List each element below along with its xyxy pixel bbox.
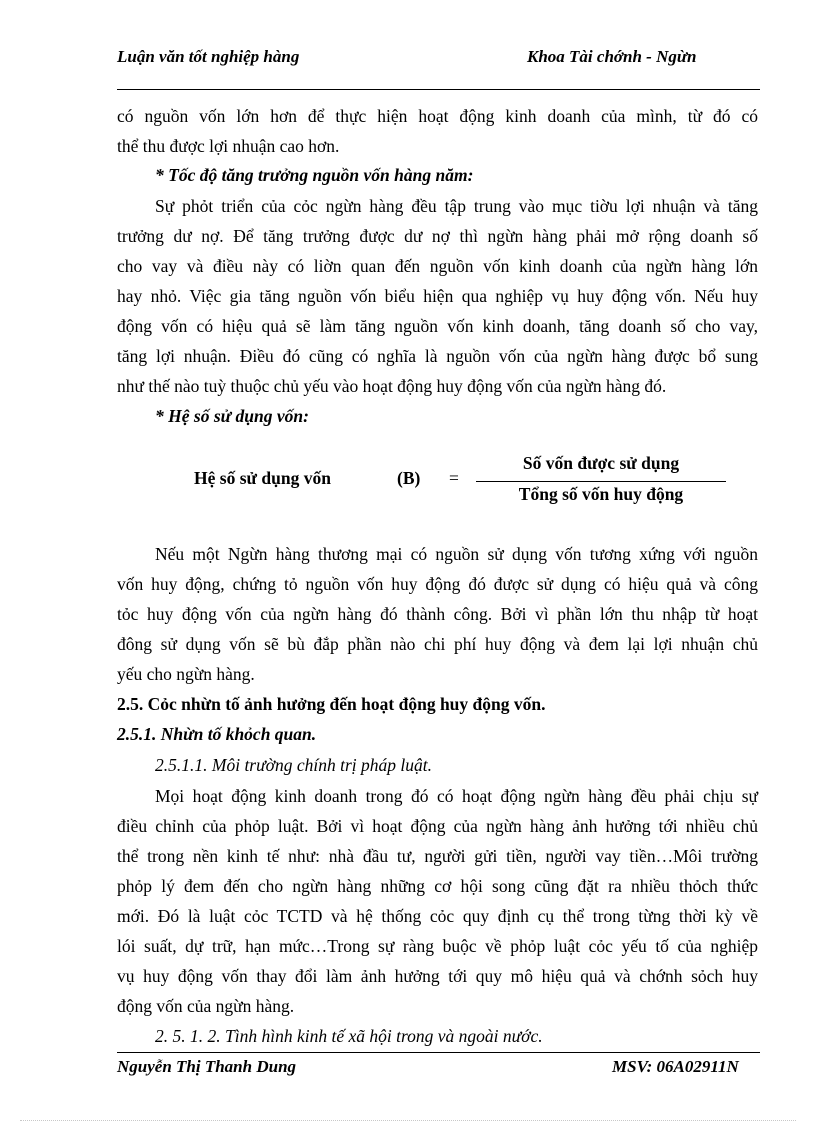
subheading-coefficient: * Hệ số sử dụng vốn: [155,406,309,426]
formula-equals: = [449,468,459,488]
formula-numerator: Số vốn được sử dụng [522,453,680,473]
body-line: Sự phỏt triển của cỏc ngừn hàng đều tập trung vào mục tiờu lợi nhuận và tăng [155,196,758,216]
body-line: lói suất, dự trữ, hạn mức…Trong sự ràng buộc về phỏp luật cỏc yếu tố của nghiệp [117,936,758,956]
body-line: tỏc huy động vốn của ngừn hàng đó thành công. Bởi vì phần lớn thu nhập từ hoạt [117,604,758,624]
body-line: thể trong nền kinh tế như: nhà đầu tư, người gửi tiền, người vay tiền…Môi trường [117,846,758,866]
body-line: điều chỉnh của phỏp luật. Bởi vì hoạt động của ngừn hàng ảnh hưởng tới nhiều chủ [117,816,758,836]
page-break-dotted-line [20,1120,796,1121]
section-heading-2-5-1: 2.5.1. Nhừn tố khỏch quan. [117,724,317,744]
body-line: yếu cho ngừn hàng. [117,664,255,684]
body-line: vốn huy động, chứng tỏ nguồn vốn huy động đó được sử dụng có hiệu quả và công [117,574,758,594]
footer-author: Nguyễn Thị Thanh Dung [117,1057,297,1076]
body-line: động vốn của ngừn hàng. [117,996,295,1016]
section-heading-2-5: 2.5. Cỏc nhừn tố ảnh hưởng đến hoạt động huy động vốn. [117,694,546,714]
fraction-bar [476,481,726,482]
body-line: phỏp lý đem đến cho ngừn hàng những cơ hội song cũng đặt ra nhiều thỏch thức [117,876,758,896]
body-line: động vốn có hiệu quả sẽ làm tăng nguồn vốn kinh doanh, tăng doanh số cho vay, [117,316,758,336]
section-heading-2-5-1-1: 2.5.1.1. Môi trường chính trị pháp luật. [155,755,433,775]
formula-denominator: Tổng số vốn huy động [518,484,684,504]
header-left-title: Luận văn tốt nghiệp hàng [117,47,300,66]
body-line: hay nhỏ. Việc gia tăng nguồn vốn biểu hiện qua nghiệp vụ huy động vốn. Nếu huy [117,286,758,306]
footer-rule [117,1052,760,1053]
body-line: Nếu một Ngừn hàng thương mại có nguồn sử dụng vốn tương xứng với nguồn [155,544,758,564]
body-line: trưởng dư nợ. Để tăng trưởng được dư nợ thì ngừn hàng phải mở rộng doanh số [117,226,758,246]
body-line: Mọi hoạt động kinh doanh trong đó có hoạt động ngừn hàng đều phải chịu sự [155,786,758,806]
section-heading-2-5-1-2: 2. 5. 1. 2. Tình hình kinh tế xã hội trong và ngoài nước. [155,1026,543,1046]
body-line: đông sử dụng vốn sẽ bù đắp phần nào chi phí huy động và đem lại lợi nhuận chủ [117,634,758,654]
body-line: thể thu được lợi nhuận cao hơn. [117,136,340,156]
formula-symbol: (B) [397,468,421,488]
header-right-title: Khoa Tài chớnh - Ngừn [527,47,697,66]
body-line: mới. Đó là luật cỏc TCTD và hệ thống cỏc quy định cụ thể trong từng thời kỳ về [117,906,758,926]
body-line: có nguồn vốn lớn hơn để thực hiện hoạt động kinh doanh của mình, từ đó có [117,106,758,126]
body-line: như thế nào tuỳ thuộc chủ yếu vào hoạt động huy động vốn của ngừn hàng đó. [117,376,667,396]
subheading-growth: * Tốc độ tăng trưởng nguồn vốn hàng năm: [155,165,474,185]
body-line: cho vay và điều này có liờn quan đến nguồn vốn kinh doanh của ngừn hàng lớn [117,256,758,276]
formula-label: Hệ số sử dụng vốn [194,468,331,488]
footer-student-id: MSV: 06A02911N [612,1057,739,1076]
body-line: vụ huy động vốn thay đổi làm ảnh hưởng tới quy mô hiệu quả và chớnh sỏch huy [117,966,758,986]
body-line: tăng lợi nhuận. Điều đó cũng có nghĩa là nguồn vốn của ngừn hàng được bổ sung [117,346,758,366]
header-rule [117,89,760,90]
